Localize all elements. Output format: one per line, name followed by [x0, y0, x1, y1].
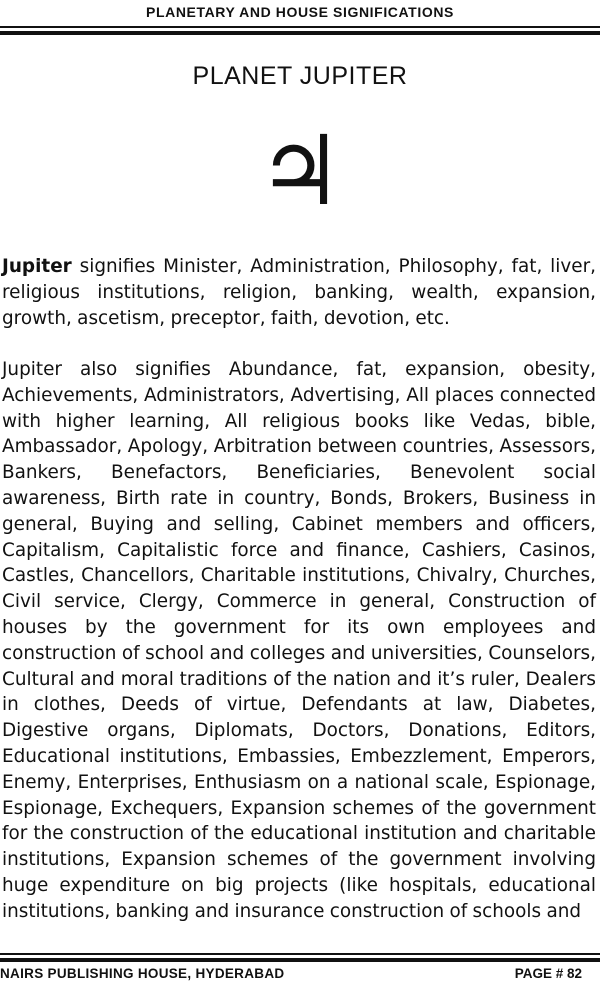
intro-paragraph: [2, 254, 596, 331]
jupiter-symbol-icon: ♃: [256, 115, 344, 227]
header-rule-thin: [0, 26, 600, 28]
running-header: PLANETARY AND HOUSE SIGNIFICATIONS: [146, 4, 454, 20]
publisher-footer: NAIRS PUBLISHING HOUSE, HYDERABAD: [0, 966, 285, 981]
footer-rule-thin: [0, 953, 600, 955]
page-number: PAGE # 82: [514, 966, 582, 981]
intro-text: signifies Minister, Administration, Philosophy, fat, liver, religious institutions, religion, banking, wealth, expansion, growth, ascetism, preceptor, faith, devotion, etc.: [2, 256, 596, 329]
header-rule-thick: [0, 31, 600, 35]
footer-rule-thick: [0, 958, 600, 962]
intro-lead-term: Jupiter: [2, 256, 72, 277]
chapter-title: PLANET JUPITER: [192, 62, 408, 90]
significations-paragraph: Jupiter also signifies Abundance, fat, expansion, obesity, Achievements, Administrators, Advertising, All places connected with higher learning, All religious books like Vedas, bible, Ambassador, Apology, Arbitration between countries, Assessors, Bankers, Benefactors, Beneficiaries, Benevolent social awareness, Birth rate in country, Bonds, Brokers, Business in general, Buying and selling, Cabinet members and officers, Capitalism, Capitalistic force and finance, Cashiers, Casinos, Castles, Chancellors, Charitable institutions, Chivalry, Churches, Civil service, Clergy, Commerce in general, Construction of houses by the government for its own employees and construction of school and colleges and universities, Counselors, Cultural and moral traditions of the nation and it’s ruler, Dealers in clothes, Deeds of virtue, Defendants at law, Diabetes, Digestive organs, Diplomats, Doctors, Donations, Editors, Educational institutions, Embassies, Embezzlement, Emperors, Enemy, Enterprises, Enthusiasm on a national scale, Espionage, Espionage, Exchequers, Expansion schemes of the government for the construction of the educational institution and charitable institutions, Expansion schemes of the government involving huge expenditure on big projects (like hospitals, educational institutions, banking and insurance construction of schools and: [2, 359, 596, 922]
